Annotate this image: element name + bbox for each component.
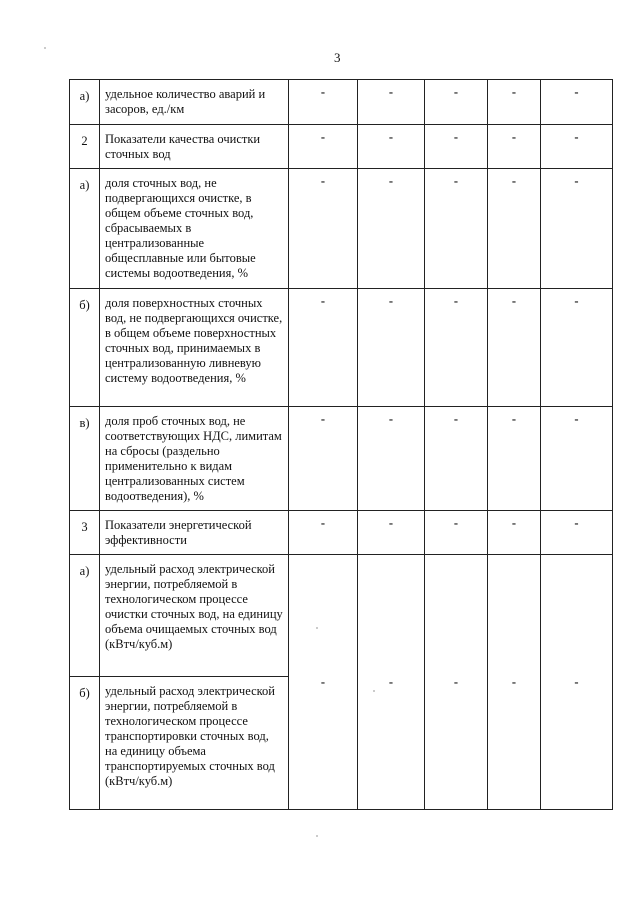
table-row [70,511,613,555]
table-row [70,289,613,407]
merged-value-cell: - [488,555,541,810]
value-cell: - [541,289,613,407]
value-cell: - [289,125,358,169]
value-cell: - [488,80,541,125]
value-cell: - [358,289,425,407]
row-description: Показатели энергетической эффективности [100,511,289,555]
row-description: удельное количество аварий и засоров, ед./км [100,80,289,125]
merged-value-cell: - [541,555,613,810]
row-number: б) [70,677,100,810]
merged-value-cell: - [425,555,488,810]
value-cell: - [488,511,541,555]
scan-speck [316,627,318,629]
scan-speck [44,47,46,49]
row-description: Показатели качества очистки сточных вод [100,125,289,169]
row-number: а) [70,80,100,125]
value-cell: - [425,169,488,289]
value-cell: - [541,407,613,511]
value-cell: - [425,407,488,511]
row-description: доля проб сточных вод, не соответствующих НДС, лимитам на сбросы (раздельно применительно к видам централизованных систем водоотведения), % [100,407,289,511]
row-number: а) [70,555,100,677]
value-cell: - [425,125,488,169]
value-cell: - [541,80,613,125]
merged-value-cell: - [358,555,425,810]
value-cell: - [289,169,358,289]
row-description: удельный расход электрической энергии, потребляемой в технологическом процессе транспортировки сточных вод, на единицу объема транспортируемых сточных вод (кВтч/куб.м) [100,677,289,810]
value-cell: - [541,169,613,289]
value-cell: - [425,289,488,407]
row-number: в) [70,407,100,511]
row-number: 2 [70,125,100,169]
page-number: 3 [334,50,341,65]
value-cell: - [289,80,358,125]
value-cell: - [358,125,425,169]
row-description: доля сточных вод, не подвергающихся очистке, в общем объеме сточных вод, сбрасываемых в централизованные общесплавные или бытовые системы водоотведения, % [100,169,289,289]
value-cell: - [488,125,541,169]
value-cell: - [289,511,358,555]
value-cell: - [488,289,541,407]
value-cell: - [488,407,541,511]
value-cell: - [488,169,541,289]
table-row [70,555,613,677]
row-number: 3 [70,511,100,555]
table-row [70,407,613,511]
indicators-table [69,79,613,810]
value-cell: - [541,125,613,169]
value-cell: - [425,80,488,125]
table-row [70,169,613,289]
value-cell: - [541,511,613,555]
row-description: удельный расход электрической энергии, потребляемой в технологическом процессе очистки сточных вод, на единицу объема очищаемых сточных вод (кВтч/куб.м) [100,555,289,677]
value-cell: - [358,407,425,511]
value-cell: - [358,169,425,289]
row-number: б) [70,289,100,407]
row-number: а) [70,169,100,289]
value-cell: - [289,289,358,407]
value-cell: - [289,407,358,511]
value-cell: - [358,80,425,125]
merged-value-cell: - [289,555,358,810]
scan-speck [316,835,318,837]
row-description: доля поверхностных сточных вод, не подвергающихся очистке, в общем объеме поверхностных сточных вод, принимаемых в централизованную ливневую систему водоотведения, % [100,289,289,407]
table-row [70,80,613,125]
scan-speck [373,690,375,692]
table-row [70,125,613,169]
value-cell: - [358,511,425,555]
value-cell: - [425,511,488,555]
